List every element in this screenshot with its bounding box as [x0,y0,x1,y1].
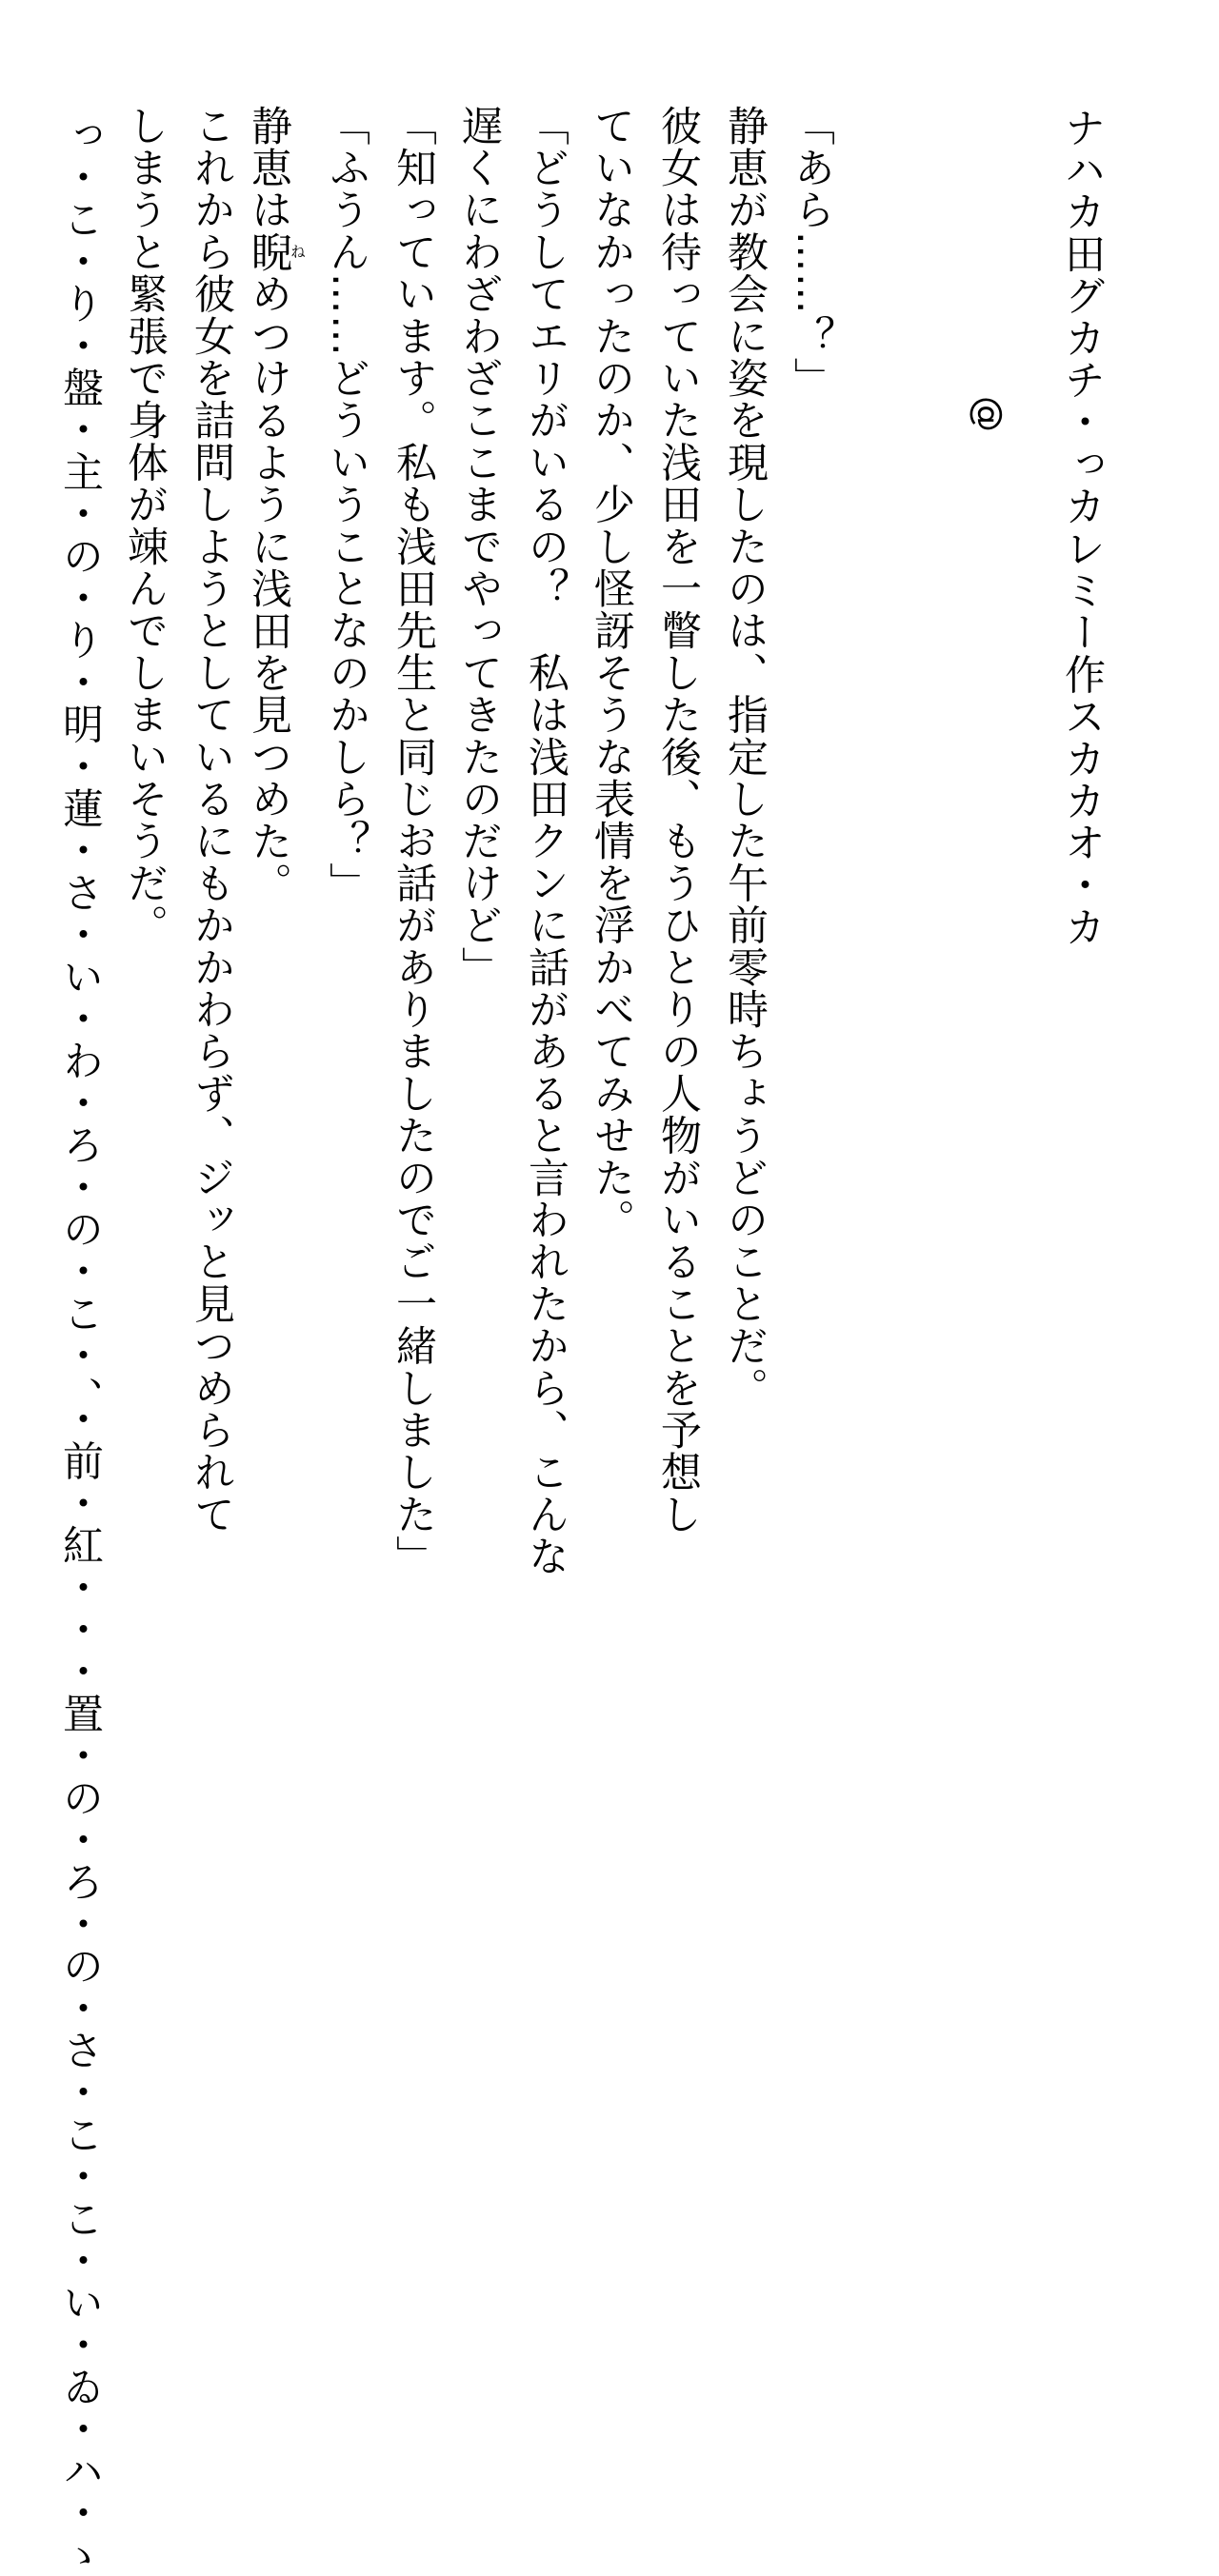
column-9-text-after: めつけるように浅田を見つめた。 [245,272,292,904]
text-column-10: これから彼女を詰問しようとしているにもかかわらず、ジッと見つめられて [188,105,235,1536]
text-column-2: 静恵が教会に姿を現したのは、指定した午前零時ちょうどのことだ。 [721,105,769,1410]
cut-off-text-column-top: ナハカ田グカチ・っカレミー作スカカオ・カ [1058,107,1106,948]
column-9-text-before: 静恵は [245,105,292,231]
ruby-base: 睨 [245,230,292,273]
text-column-7: 「知っています。私も浅田先生と同じお話がありましたのでご一緒しました」 [390,105,437,1577]
text-column-11: しまうと緊張で身体が竦んでしまいそうだ。 [121,105,169,946]
ruby-reading: ね [288,230,307,273]
text-column-9 [245,105,307,1552]
text-column-8: 「ふうん……どういうことなのかしら？」 [323,105,370,904]
ruby-annotated-kanji [245,230,307,273]
text-column-6: 遅くにわざわざここまでやってきたのだけど」 [455,105,503,989]
text-column-3: 彼女は待っていた浅田を一瞥した後、もうひとりの人物がいることを予想し [654,105,702,1536]
scene-divider-mark: @ [968,396,1009,432]
text-column-5: 「どうしてエリがいるの？ 私は浅田クンに話があると言われたから、こんな [522,105,570,1577]
text-column-4: ていなかったのか、少し怪訝そうな表情を浮かべてみせた。 [588,105,635,1241]
cut-off-text-column-left: っ・こ・り・盤・主・の・り・明・蓮・さ・い・わ・ろ・の・こ・、・前・紅・・・置・の・ろ・の・さ・こ・こ・い・ゐ・ハ・ゝ [56,114,104,2576]
text-column-1: 「あら……？」 [788,105,835,400]
